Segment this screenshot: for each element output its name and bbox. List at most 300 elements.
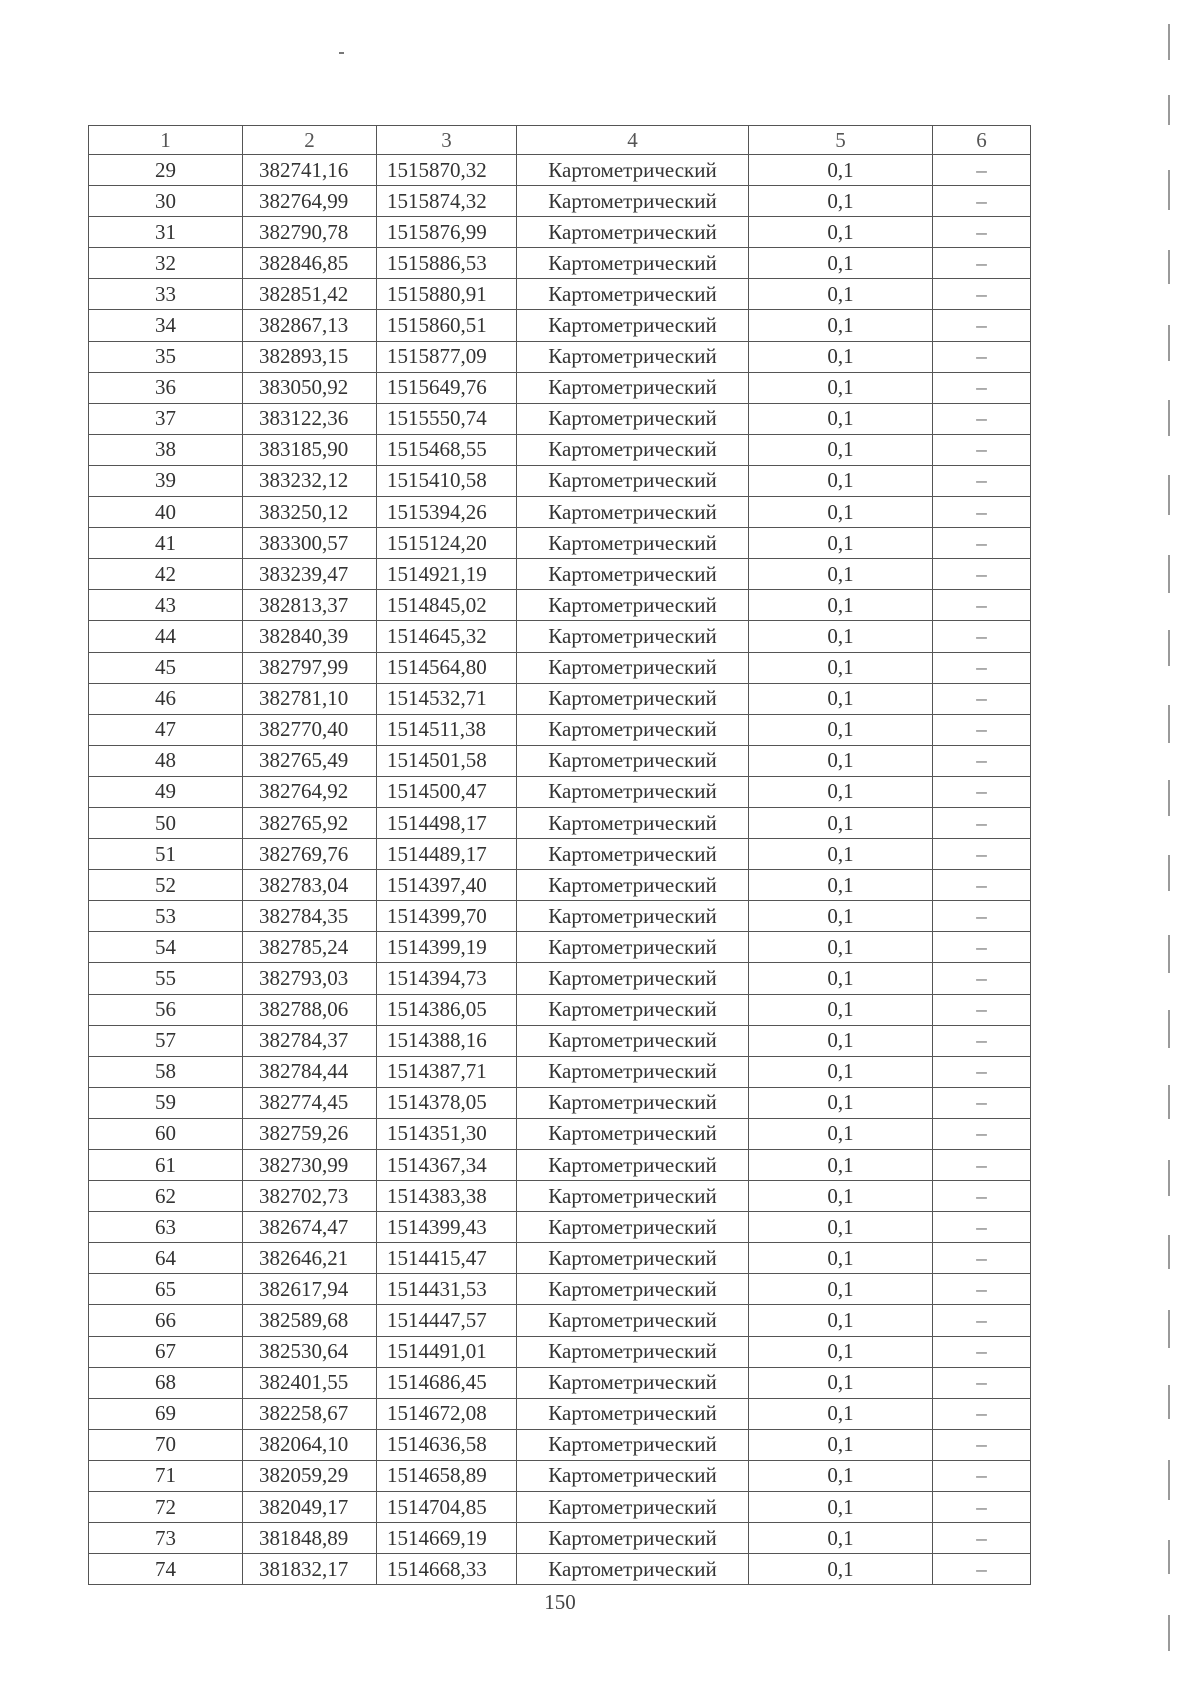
table-cell: 0,1 — [749, 839, 933, 870]
table-cell: – — [933, 217, 1031, 248]
table-row — [89, 994, 1031, 1025]
table-cell: Картометрический — [517, 1492, 749, 1523]
table-cell: 382741,16 — [243, 155, 377, 186]
table-cell: 1515877,09 — [377, 341, 517, 372]
table-cell: 41 — [89, 528, 243, 559]
table-cell: 0,1 — [749, 1492, 933, 1523]
table-cell: 68 — [89, 1367, 243, 1398]
table-cell: 0,1 — [749, 434, 933, 465]
table-cell: 1514397,40 — [377, 870, 517, 901]
column-header: 3 — [377, 126, 517, 155]
table-cell: 383300,57 — [243, 528, 377, 559]
table-cell: 72 — [89, 1492, 243, 1523]
table-cell: – — [933, 248, 1031, 279]
table-cell: 1514500,47 — [377, 776, 517, 807]
table-cell: 0,1 — [749, 279, 933, 310]
table-cell: – — [933, 1056, 1031, 1087]
table-cell: – — [933, 1025, 1031, 1056]
table-cell: 0,1 — [749, 1367, 933, 1398]
table-cell: 0,1 — [749, 776, 933, 807]
scan-edge-mark — [1168, 935, 1176, 973]
table-cell: – — [933, 1460, 1031, 1491]
table-cell: 1515550,74 — [377, 403, 517, 434]
table-row — [89, 1025, 1031, 1056]
table-cell: 31 — [89, 217, 243, 248]
table-cell: 0,1 — [749, 745, 933, 776]
table-cell: 63 — [89, 1212, 243, 1243]
table-cell: 53 — [89, 901, 243, 932]
scan-edge-mark — [1168, 1615, 1176, 1651]
table-cell: Картометрический — [517, 745, 749, 776]
table-row — [89, 528, 1031, 559]
table-cell: 382764,92 — [243, 776, 377, 807]
table-row — [89, 465, 1031, 496]
table-cell: – — [933, 1336, 1031, 1367]
table-cell: Картометрический — [517, 1367, 749, 1398]
table-cell: 383239,47 — [243, 559, 377, 590]
table-cell: 1515870,32 — [377, 155, 517, 186]
scan-edge-mark — [1168, 1310, 1176, 1348]
table-cell: Картометрический — [517, 434, 749, 465]
table-cell: 382530,64 — [243, 1336, 377, 1367]
table-cell: 61 — [89, 1150, 243, 1181]
table-cell: 1514669,19 — [377, 1523, 517, 1554]
table-cell: 382793,03 — [243, 963, 377, 994]
table-cell: – — [933, 1492, 1031, 1523]
table-cell: 1514431,53 — [377, 1274, 517, 1305]
scan-edge-mark — [1168, 1460, 1176, 1500]
table-cell: 382784,37 — [243, 1025, 377, 1056]
table-cell: 1514564,80 — [377, 652, 517, 683]
table-cell: 382790,78 — [243, 217, 377, 248]
table-row — [89, 683, 1031, 714]
table-cell: – — [933, 1554, 1031, 1585]
table-row — [89, 372, 1031, 403]
table-cell: 382785,24 — [243, 932, 377, 963]
table-cell: 382759,26 — [243, 1118, 377, 1149]
table-cell: 67 — [89, 1336, 243, 1367]
table-cell: 44 — [89, 621, 243, 652]
table-cell: 1514704,85 — [377, 1492, 517, 1523]
table-cell: 62 — [89, 1181, 243, 1212]
table-cell: – — [933, 932, 1031, 963]
table-cell: – — [933, 1150, 1031, 1181]
table-row — [89, 434, 1031, 465]
table-cell: – — [933, 1367, 1031, 1398]
table-row — [89, 870, 1031, 901]
table-cell: 42 — [89, 559, 243, 590]
scan-edge-mark — [1168, 1385, 1176, 1419]
table-cell: Картометрический — [517, 870, 749, 901]
table-cell: – — [933, 683, 1031, 714]
scan-edge-mark — [1168, 780, 1176, 816]
table-cell: – — [933, 403, 1031, 434]
table-cell: 0,1 — [749, 1274, 933, 1305]
table-cell: 1514501,58 — [377, 745, 517, 776]
table-cell: 38 — [89, 434, 243, 465]
table-cell: 30 — [89, 186, 243, 217]
table-row — [89, 1554, 1031, 1585]
table-cell: Картометрический — [517, 372, 749, 403]
table-row — [89, 652, 1031, 683]
table-cell: Картометрический — [517, 1150, 749, 1181]
table-row — [89, 248, 1031, 279]
table-cell: 1514399,43 — [377, 1212, 517, 1243]
table-cell: Картометрический — [517, 839, 749, 870]
table-cell: – — [933, 1118, 1031, 1149]
table-cell: 1514399,19 — [377, 932, 517, 963]
table-cell: 0,1 — [749, 1398, 933, 1429]
table-cell: 1514388,16 — [377, 1025, 517, 1056]
scan-edge-mark — [1168, 170, 1176, 210]
table-cell: 0,1 — [749, 1305, 933, 1336]
table-cell: – — [933, 621, 1031, 652]
table-cell: 382797,99 — [243, 652, 377, 683]
table-cell: 0,1 — [749, 714, 933, 745]
scan-edge-mark — [1168, 1085, 1176, 1119]
table-cell: 0,1 — [749, 341, 933, 372]
table-cell: 1514415,47 — [377, 1243, 517, 1274]
table-cell: 382765,49 — [243, 745, 377, 776]
table-cell: 0,1 — [749, 901, 933, 932]
table-cell: 40 — [89, 497, 243, 528]
table-row — [89, 1429, 1031, 1460]
table-cell: Картометрический — [517, 963, 749, 994]
table-cell: 382064,10 — [243, 1429, 377, 1460]
table-cell: – — [933, 745, 1031, 776]
table-cell: 0,1 — [749, 1150, 933, 1181]
table-row — [89, 1212, 1031, 1243]
table-row — [89, 776, 1031, 807]
scan-edge-mark — [1168, 325, 1176, 361]
table-cell: 1515880,91 — [377, 279, 517, 310]
table-cell: 382774,45 — [243, 1087, 377, 1118]
table-cell: Картометрический — [517, 497, 749, 528]
table-cell: Картометрический — [517, 155, 749, 186]
table-cell: 1514399,70 — [377, 901, 517, 932]
table-row — [89, 1336, 1031, 1367]
table-row — [89, 1056, 1031, 1087]
table-cell: – — [933, 497, 1031, 528]
table-cell: 48 — [89, 745, 243, 776]
table-cell: Картометрический — [517, 248, 749, 279]
table-cell: – — [933, 186, 1031, 217]
scan-edge-mark — [1168, 475, 1176, 515]
table-cell: 71 — [89, 1460, 243, 1491]
table-row — [89, 1398, 1031, 1429]
scan-edge-mark — [1168, 705, 1176, 743]
table-cell: 0,1 — [749, 1243, 933, 1274]
column-header: 2 — [243, 126, 377, 155]
table-cell: – — [933, 901, 1031, 932]
table-cell: Картометрический — [517, 559, 749, 590]
table-cell: 382781,10 — [243, 683, 377, 714]
table-cell: 382783,04 — [243, 870, 377, 901]
table-cell: Картометрический — [517, 807, 749, 838]
table-cell: 29 — [89, 155, 243, 186]
scan-edge-mark — [1168, 400, 1176, 436]
table-row — [89, 1181, 1031, 1212]
table-cell: 36 — [89, 372, 243, 403]
table-cell: 0,1 — [749, 310, 933, 341]
table-row — [89, 932, 1031, 963]
table-row — [89, 839, 1031, 870]
table-row — [89, 1243, 1031, 1274]
table-cell: 0,1 — [749, 932, 933, 963]
table-cell: 34 — [89, 310, 243, 341]
table-cell: 65 — [89, 1274, 243, 1305]
table-cell: Картометрический — [517, 1025, 749, 1056]
table-cell: Картометрический — [517, 932, 749, 963]
table-body — [89, 155, 1031, 1585]
table-cell: 0,1 — [749, 683, 933, 714]
table-cell: 382617,94 — [243, 1274, 377, 1305]
table-cell: 382846,85 — [243, 248, 377, 279]
table-row — [89, 186, 1031, 217]
table-cell: 49 — [89, 776, 243, 807]
table-cell: – — [933, 1243, 1031, 1274]
table-cell: 382769,76 — [243, 839, 377, 870]
table-cell: 56 — [89, 994, 243, 1025]
table-cell: 73 — [89, 1523, 243, 1554]
table-row — [89, 1305, 1031, 1336]
table-cell: 1514383,38 — [377, 1181, 517, 1212]
table-cell: – — [933, 652, 1031, 683]
table-cell: 383232,12 — [243, 465, 377, 496]
table-cell: Картометрический — [517, 1429, 749, 1460]
table-cell: 382049,17 — [243, 1492, 377, 1523]
table-cell: – — [933, 310, 1031, 341]
table-cell: – — [933, 559, 1031, 590]
table-cell: 1515876,99 — [377, 217, 517, 248]
table-cell: 1514845,02 — [377, 590, 517, 621]
column-header: 4 — [517, 126, 749, 155]
table-cell: 0,1 — [749, 1056, 933, 1087]
table-cell: 60 — [89, 1118, 243, 1149]
table-cell: 1514378,05 — [377, 1087, 517, 1118]
scan-artifact-mark — [339, 52, 344, 54]
table-row — [89, 1367, 1031, 1398]
table-cell: 382401,55 — [243, 1367, 377, 1398]
table-row — [89, 807, 1031, 838]
table-cell: 0,1 — [749, 1118, 933, 1149]
table-cell: 32 — [89, 248, 243, 279]
table-cell: – — [933, 372, 1031, 403]
table-row — [89, 497, 1031, 528]
table-cell: – — [933, 807, 1031, 838]
table-cell: Картометрический — [517, 279, 749, 310]
table-cell: 0,1 — [749, 870, 933, 901]
table-cell: 382646,21 — [243, 1243, 377, 1274]
table-cell: 1515860,51 — [377, 310, 517, 341]
table-cell: 66 — [89, 1305, 243, 1336]
column-header: 6 — [933, 126, 1031, 155]
table-cell: 1514658,89 — [377, 1460, 517, 1491]
table-cell: 1515410,58 — [377, 465, 517, 496]
table-row — [89, 1492, 1031, 1523]
table-cell: 1514645,32 — [377, 621, 517, 652]
table-cell: – — [933, 155, 1031, 186]
table-cell: 1515886,53 — [377, 248, 517, 279]
coordinates-table — [88, 125, 1031, 1585]
table-cell: 0,1 — [749, 1212, 933, 1243]
scan-edge-mark — [1168, 1160, 1176, 1196]
table-cell: 383185,90 — [243, 434, 377, 465]
table-cell: – — [933, 1181, 1031, 1212]
table-cell: 382258,67 — [243, 1398, 377, 1429]
table-cell: 0,1 — [749, 1429, 933, 1460]
table-cell: 35 — [89, 341, 243, 372]
table-cell: – — [933, 1212, 1031, 1243]
table-cell: – — [933, 1429, 1031, 1460]
table-row — [89, 1274, 1031, 1305]
table-cell: 381848,89 — [243, 1523, 377, 1554]
table-cell: – — [933, 1523, 1031, 1554]
table-cell: 0,1 — [749, 1087, 933, 1118]
table-cell: 382840,39 — [243, 621, 377, 652]
table-row — [89, 217, 1031, 248]
scan-edge-mark — [1168, 855, 1176, 891]
table-cell: 383250,12 — [243, 497, 377, 528]
table-cell: 0,1 — [749, 497, 933, 528]
table-cell: 0,1 — [749, 621, 933, 652]
table-cell: 0,1 — [749, 217, 933, 248]
table-cell: 0,1 — [749, 372, 933, 403]
table-cell: 0,1 — [749, 528, 933, 559]
table-cell: Картометрический — [517, 1056, 749, 1087]
column-header: 1 — [89, 126, 243, 155]
table-cell: 382770,40 — [243, 714, 377, 745]
table-cell: 74 — [89, 1554, 243, 1585]
table-cell: 1515124,20 — [377, 528, 517, 559]
table-cell: 1514921,19 — [377, 559, 517, 590]
table-cell: 1514532,71 — [377, 683, 517, 714]
table-row — [89, 559, 1031, 590]
table-cell: – — [933, 994, 1031, 1025]
column-header: 5 — [749, 126, 933, 155]
table-cell: – — [933, 590, 1031, 621]
table-cell: – — [933, 528, 1031, 559]
table-cell: 59 — [89, 1087, 243, 1118]
table-cell: Картометрический — [517, 310, 749, 341]
table-cell: 39 — [89, 465, 243, 496]
table-row — [89, 714, 1031, 745]
table-cell: 0,1 — [749, 652, 933, 683]
table-cell: 1514686,45 — [377, 1367, 517, 1398]
table-row — [89, 1523, 1031, 1554]
table-cell: Картометрический — [517, 683, 749, 714]
table-cell: – — [933, 870, 1031, 901]
table-cell: 382730,99 — [243, 1150, 377, 1181]
table-row — [89, 745, 1031, 776]
table-cell: 382788,06 — [243, 994, 377, 1025]
table-cell: 382059,29 — [243, 1460, 377, 1491]
table-cell: Картометрический — [517, 403, 749, 434]
table-cell: 0,1 — [749, 403, 933, 434]
table-cell: Картометрический — [517, 1243, 749, 1274]
table-cell: 0,1 — [749, 559, 933, 590]
table-row — [89, 310, 1031, 341]
table-cell: 1514668,33 — [377, 1554, 517, 1585]
table-cell: 382784,44 — [243, 1056, 377, 1087]
table-cell: 58 — [89, 1056, 243, 1087]
table-cell: 54 — [89, 932, 243, 963]
table-cell: 0,1 — [749, 807, 933, 838]
table-row — [89, 155, 1031, 186]
table-cell: Картометрический — [517, 341, 749, 372]
table-row — [89, 621, 1031, 652]
table-row — [89, 403, 1031, 434]
table-cell: Картометрический — [517, 1305, 749, 1336]
table-cell: 383050,92 — [243, 372, 377, 403]
table-cell: 382784,35 — [243, 901, 377, 932]
table-cell: Картометрический — [517, 590, 749, 621]
table-cell: 0,1 — [749, 994, 933, 1025]
table-cell: 51 — [89, 839, 243, 870]
table-cell: 0,1 — [749, 465, 933, 496]
table-cell: 1514636,58 — [377, 1429, 517, 1460]
table-cell: – — [933, 341, 1031, 372]
table-row — [89, 1460, 1031, 1491]
table-row — [89, 279, 1031, 310]
table-cell: 0,1 — [749, 186, 933, 217]
table-cell: 1514387,71 — [377, 1056, 517, 1087]
table-cell: – — [933, 1398, 1031, 1429]
table-cell: Картометрический — [517, 652, 749, 683]
table-cell: – — [933, 434, 1031, 465]
table-cell: 43 — [89, 590, 243, 621]
table-row — [89, 1150, 1031, 1181]
table-cell: 382589,68 — [243, 1305, 377, 1336]
table-cell: 1515874,32 — [377, 186, 517, 217]
table-cell: Картометрический — [517, 1336, 749, 1367]
table-cell: – — [933, 839, 1031, 870]
table-cell: Картометрический — [517, 528, 749, 559]
table-cell: Картометрический — [517, 901, 749, 932]
table-cell: Картометрический — [517, 1523, 749, 1554]
table-cell: Картометрический — [517, 1212, 749, 1243]
page-number: 150 — [544, 1590, 576, 1614]
table-cell: – — [933, 1087, 1031, 1118]
table-cell: – — [933, 465, 1031, 496]
table-cell: 1514672,08 — [377, 1398, 517, 1429]
table-cell: 1515394,26 — [377, 497, 517, 528]
table-cell: 1514394,73 — [377, 963, 517, 994]
table-cell: 0,1 — [749, 1523, 933, 1554]
table-cell: 0,1 — [749, 1336, 933, 1367]
table-cell: 382702,73 — [243, 1181, 377, 1212]
table-cell: 0,1 — [749, 1025, 933, 1056]
table-cell: Картометрический — [517, 1460, 749, 1491]
table-cell: 383122,36 — [243, 403, 377, 434]
table-row — [89, 963, 1031, 994]
table-cell: 382851,42 — [243, 279, 377, 310]
scan-edge-mark — [1168, 555, 1176, 593]
scan-edge-mark — [1168, 24, 1176, 60]
table-cell: Картометрический — [517, 186, 749, 217]
table-cell: 46 — [89, 683, 243, 714]
table-row — [89, 341, 1031, 372]
table-cell: 52 — [89, 870, 243, 901]
table-cell: – — [933, 1274, 1031, 1305]
table-cell: 1514491,01 — [377, 1336, 517, 1367]
table-cell: 37 — [89, 403, 243, 434]
table-cell: 33 — [89, 279, 243, 310]
table-cell: 1514367,34 — [377, 1150, 517, 1181]
table-cell: Картометрический — [517, 1274, 749, 1305]
table-cell: 382674,47 — [243, 1212, 377, 1243]
scan-edge-mark — [1168, 630, 1176, 666]
